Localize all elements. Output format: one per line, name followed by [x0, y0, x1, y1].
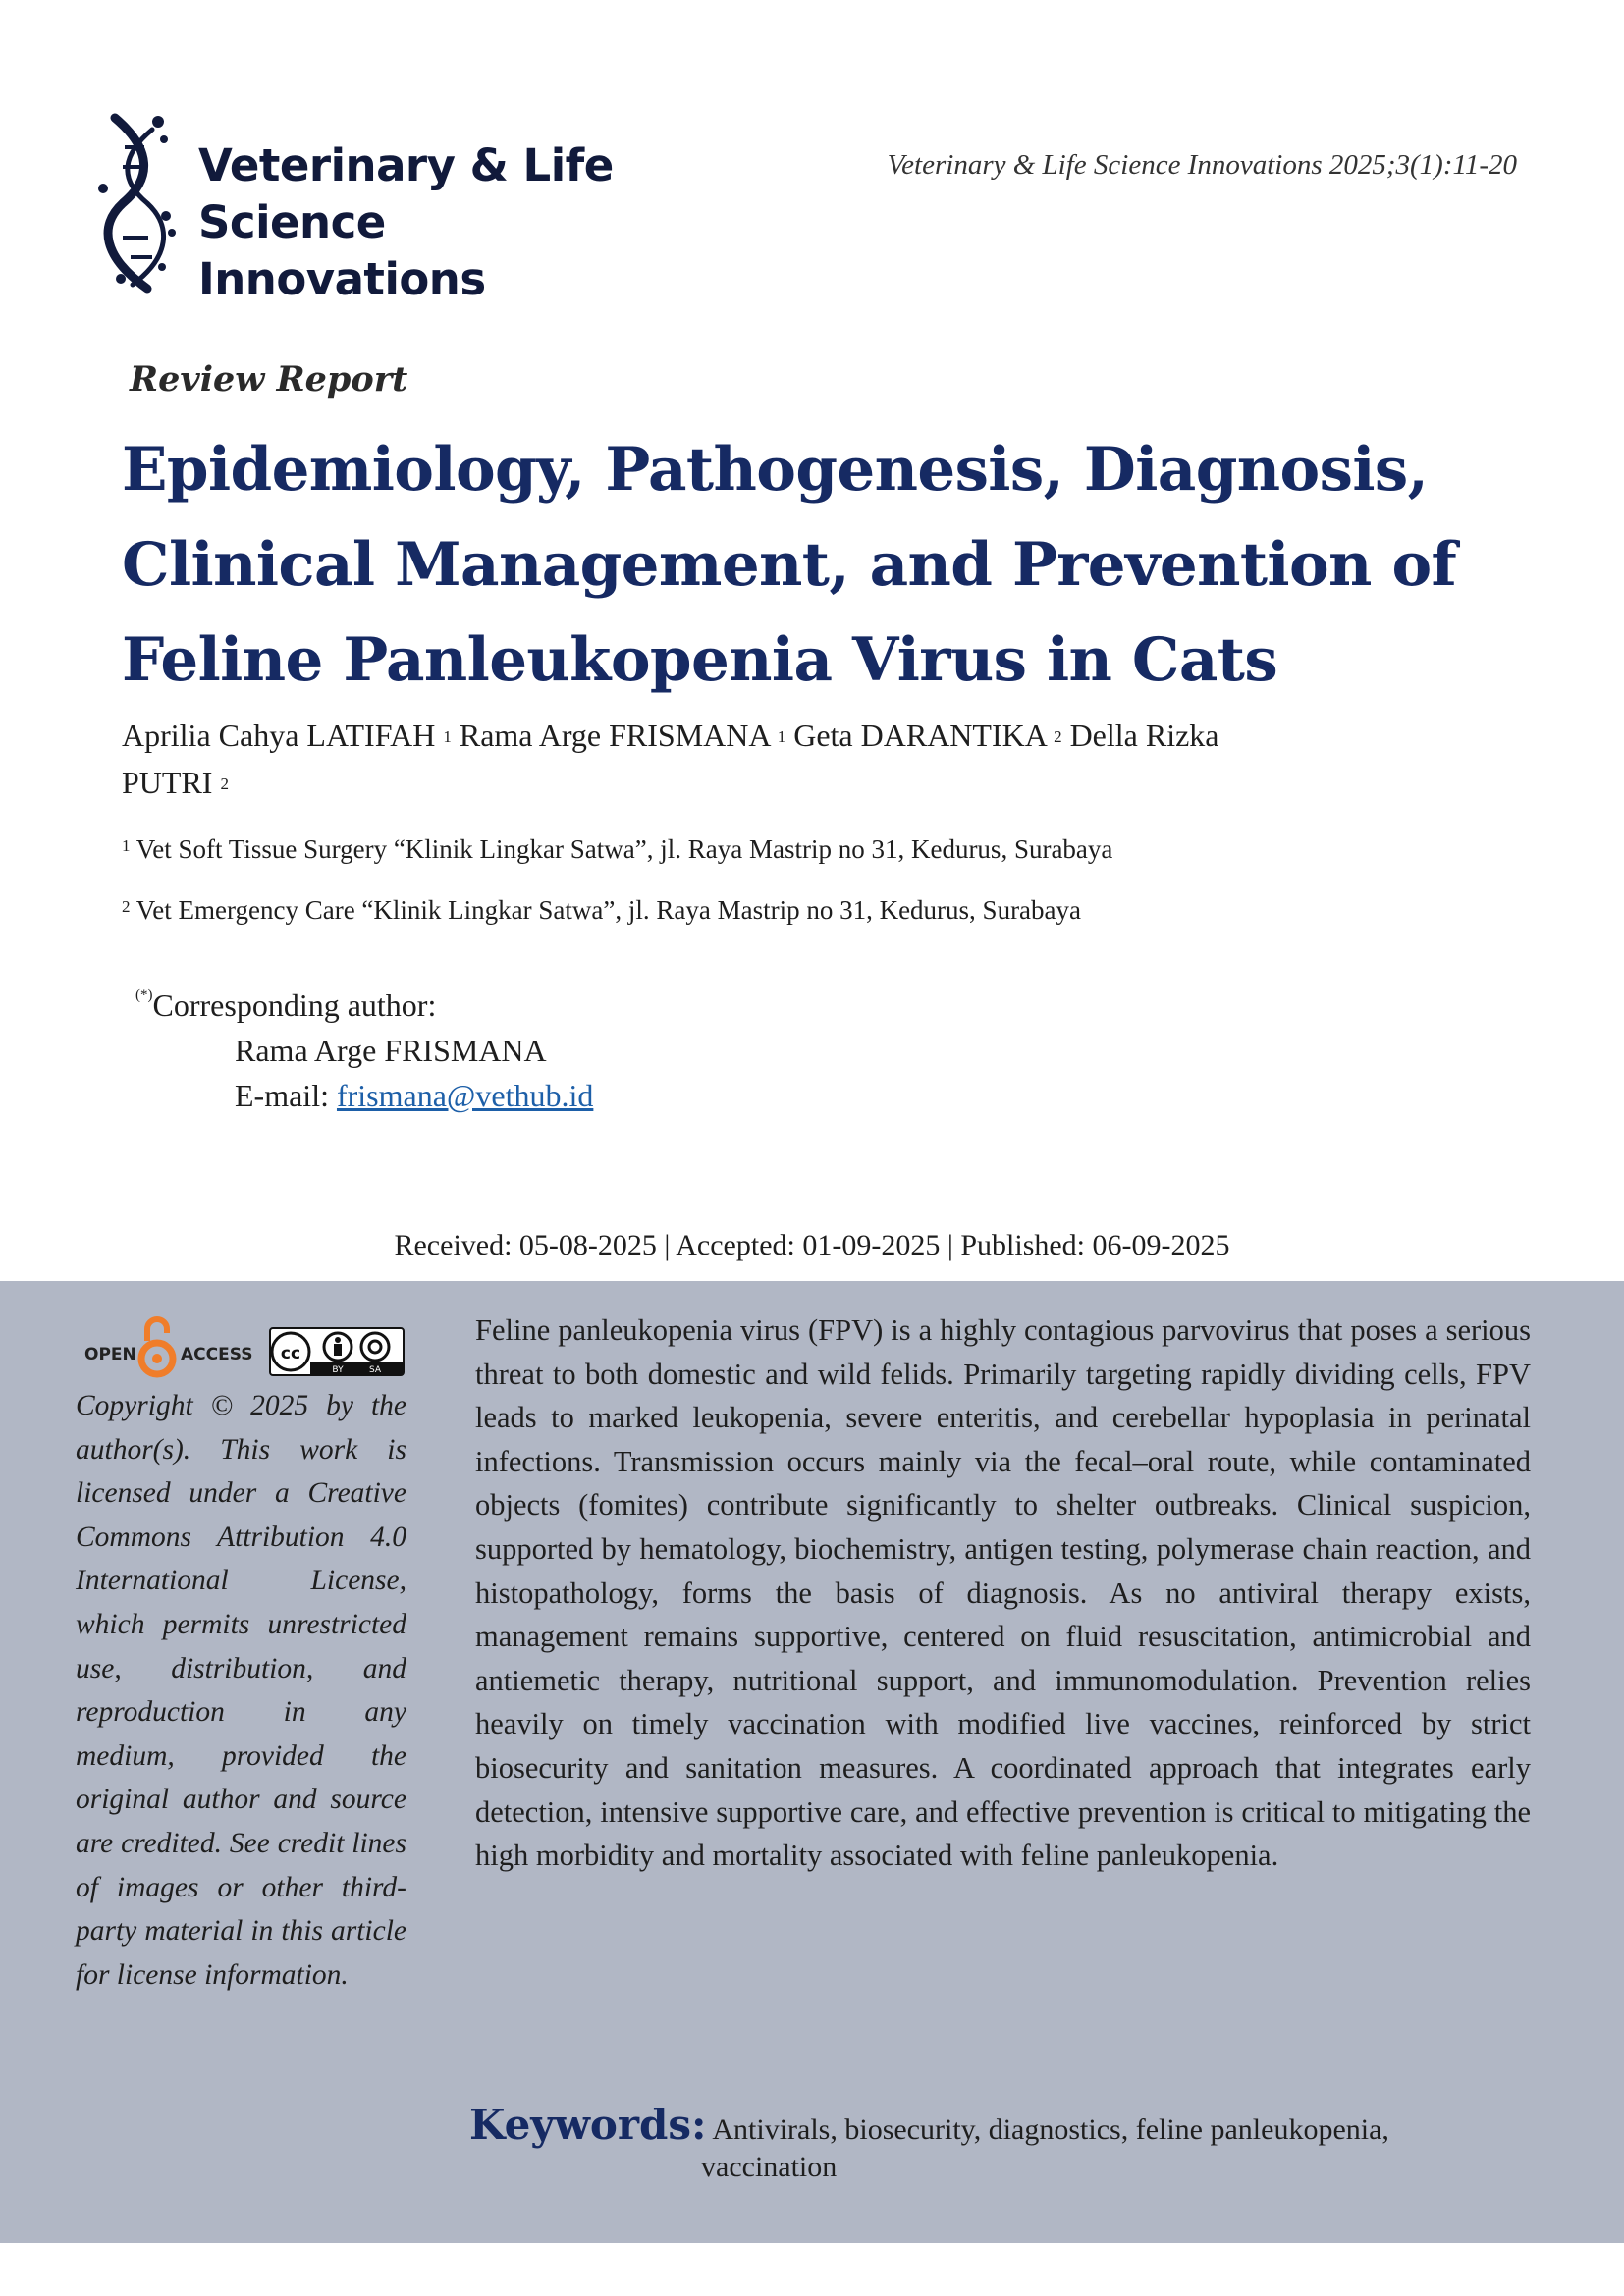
- author-affiliation-mark: 1: [443, 727, 452, 746]
- email-link[interactable]: frismana@vethub.id: [336, 1078, 594, 1113]
- author-name: Rama Arge FRISMANA: [459, 718, 770, 753]
- keywords-line2: vaccination: [701, 2151, 838, 2183]
- author-name: Geta DARANTIKA: [793, 718, 1047, 753]
- open-access-lock-icon: [137, 1315, 177, 1378]
- cc-by-sa-icon: [269, 1327, 405, 1376]
- publication-dates: Received: 05-08-2025 | Accepted: 01-09-2025 | Published: 06-09-2025: [394, 1229, 1230, 1261]
- keywords-line1: Antivirals, biosecurity, diagnostics, feline panleukopenia,: [706, 2113, 1389, 2146]
- author-name: Aprilia Cahya LATIFAH: [122, 718, 436, 753]
- affiliation-text: Vet Emergency Care “Klinik Lingkar Satwa”, jl. Raya Mastrip no 31, Kedurus, Surabaya: [135, 895, 1082, 925]
- affiliation-number: 1: [122, 836, 131, 855]
- title-line-1: Epidemiology, Pathogenesis, Diagnosis,: [122, 435, 1429, 505]
- author-affiliation-mark: 1: [777, 727, 786, 746]
- keywords-label: Keywords:: [469, 2101, 707, 2149]
- affiliation-2: [122, 895, 1496, 926]
- author-affiliation-mark: 2: [1054, 727, 1062, 746]
- title-line-3: Feline Panleukopenia Virus in Cats: [122, 625, 1278, 695]
- svg-text:cc: cc: [280, 1344, 301, 1363]
- author-name: Della Rizka: [1069, 718, 1219, 753]
- journal-name-line1: Veterinary & Life Science: [198, 139, 614, 248]
- corresponding-label-text: Corresponding author:: [152, 988, 437, 1023]
- journal-citation: Veterinary & Life Science Innovations 2025;3(1):11-20: [887, 149, 1517, 181]
- corresponding-author-name: Rama Arge FRISMANA: [235, 1033, 547, 1068]
- email-label: E-mail:: [235, 1078, 337, 1113]
- journal-logo-dna-icon: [93, 110, 187, 296]
- access-label: ACCESS: [181, 1345, 253, 1364]
- author-affiliation-mark: 2: [220, 774, 229, 793]
- article-type: Review Report: [130, 359, 408, 400]
- cc-sa-label: SA: [368, 1365, 382, 1375]
- license-text: Copyright © 2025 by the author(s). This work is licensed under a Creative Commons Attribution 4.0 International License, which permits unrestricted use, distribution, and reproduction in any medium, provided the original author and source are credited. See credit lines of images or other third-party material in this article for license information.: [76, 1390, 406, 1991]
- affiliation-text: Vet Soft Tissue Surgery “Klinik Lingkar Satwa”, jl. Raya Mastrip no 31, Kedurus, Surabaya: [135, 834, 1113, 864]
- affiliation-1: [122, 834, 1496, 865]
- journal-name-line2: Innovations: [198, 253, 486, 305]
- corresponding-email: [235, 1078, 593, 1114]
- affiliation-number: 2: [122, 897, 131, 916]
- author-list: [122, 712, 1496, 806]
- open-access-badge: [75, 1315, 408, 1384]
- article-title: [122, 422, 1516, 708]
- abstract-text: Feline panleukopenia virus (FPV) is a highly contagious parvovirus that poses a serious threat to both domestic and wild felids. Primarily targeting rapidly dividing cells, FPV leads to marked leukopenia, severe enteritis, and cerebellar hypoplasia in perinatal infections. Transmission occurs mainly via the fecal–oral route, while contaminated objects (fomites) contribute significantly to shelter outbreaks. Clinical suspicion, supported by hematology, biochemistry, antigen testing, polymerase chain reaction, and histopathology, forms the basis of diagnosis. As no antiviral therapy exists, management remains supportive, centered on fluid resuscitation, antimicrobial and antiemetic therapy, nutritional support, and immunomodulation. Prevention relies heavily on timely vaccination with modified live vaccines, reinforced by strict biosecurity and sanitation measures. A coordinated approach that integrates early detection, intensive supportive care, and effective prevention is critical to mitigating the high morbidity and mortality associated with feline panleukopenia.: [475, 1313, 1531, 1873]
- author-name: PUTRI: [122, 765, 213, 800]
- keywords-block: [469, 2101, 1530, 2184]
- corresponding-author-label: [135, 988, 436, 1024]
- corresponding-mark: (*): [135, 988, 153, 1003]
- open-label: OPEN: [84, 1345, 136, 1364]
- journal-name: [198, 137, 807, 308]
- cc-by-label: BY: [332, 1365, 344, 1375]
- title-line-2: Clinical Management, and Prevention of: [122, 530, 1457, 600]
